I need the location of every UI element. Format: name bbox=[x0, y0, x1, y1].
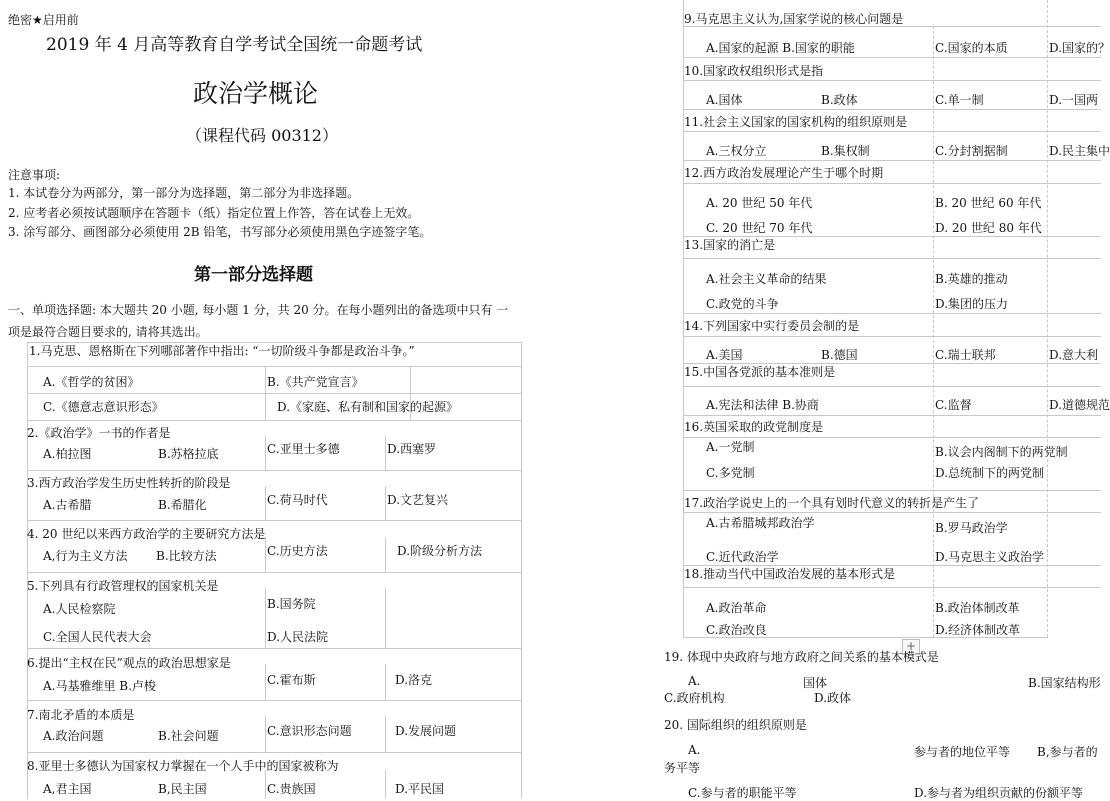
q18-option-c[interactable]: C.政治改良 bbox=[706, 623, 767, 637]
q6-option-a-b[interactable]: A.马基雅维里 B.卢梭 bbox=[43, 679, 156, 693]
notes-title: 注意事项: bbox=[8, 168, 61, 182]
q15-option-c[interactable]: C.监督 bbox=[935, 398, 972, 412]
q4-option-a[interactable]: A,行为主义方法 bbox=[43, 549, 128, 563]
section-title: 第一部分选择题 bbox=[194, 265, 313, 285]
q11-option-c[interactable]: C.分封割据制 bbox=[935, 144, 1008, 158]
question-15-stem: 15.中国各党派的基本准则是 bbox=[684, 365, 836, 379]
q19-option-d[interactable]: D.政体 bbox=[814, 691, 852, 705]
q12-option-b[interactable]: B. 20 世纪 60 年代 bbox=[935, 196, 1042, 210]
q19-option-a[interactable]: A. bbox=[688, 674, 701, 688]
q12-option-a[interactable]: A. 20 世纪 50 年代 bbox=[706, 196, 813, 210]
q3-option-c[interactable]: C.荷马时代 bbox=[267, 493, 328, 507]
course-code: （课程代码 00312） bbox=[186, 126, 338, 145]
q11-option-b[interactable]: B.集权制 bbox=[821, 144, 870, 158]
q9-option-c[interactable]: C.国家的本质 bbox=[935, 41, 1008, 55]
q18-option-d[interactable]: D.经济体制改革 bbox=[935, 623, 1021, 637]
q4-option-c[interactable]: C.历史方法 bbox=[267, 544, 328, 558]
q7-option-c[interactable]: C.意识形态问题 bbox=[267, 724, 352, 738]
q3-option-b[interactable]: B.希腊化 bbox=[158, 498, 207, 512]
question-17-stem: 17.政治学说史上的一个具有划时代意义的转折是产生了 bbox=[684, 496, 980, 510]
section-instruction-cont: 项是最符合题目要求的, 请将其选出。 bbox=[8, 325, 208, 339]
question-7-stem: 7.南北矛盾的本质是 bbox=[27, 708, 135, 722]
q14-option-c[interactable]: C.瑞士联邦 bbox=[935, 348, 996, 362]
q17-option-c[interactable]: C.近代政治学 bbox=[706, 550, 779, 564]
q10-option-a[interactable]: A.国体 bbox=[706, 93, 743, 107]
table-add-icon[interactable]: + bbox=[902, 639, 920, 655]
q8-option-c[interactable]: C.贵族国 bbox=[267, 782, 316, 796]
question-2-stem: 2.《政治学》一书的作者是 bbox=[27, 426, 171, 440]
question-16-stem: 16.英国采取的政党制度是 bbox=[684, 420, 824, 434]
q11-option-a[interactable]: A.三权分立 bbox=[706, 144, 767, 158]
q16-option-a[interactable]: A.一党制 bbox=[706, 440, 755, 454]
q7-option-b[interactable]: B.社会问题 bbox=[158, 729, 219, 743]
question-19-stem: 19. 体现中央政府与地方政府之间关系的基本模式是 bbox=[664, 650, 939, 664]
q2-option-a[interactable]: A.柏拉图 bbox=[43, 447, 92, 461]
q14-option-a[interactable]: A.美国 bbox=[706, 348, 743, 362]
q12-option-d[interactable]: D. 20 世纪 80 年代 bbox=[935, 221, 1042, 235]
q1-option-b[interactable]: B.《共产党宣言》 bbox=[267, 375, 364, 389]
q16-option-d[interactable]: D.总统制下的两党制 bbox=[935, 466, 1045, 480]
q20-option-d[interactable]: D.参与者为组织贡献的份额平等 bbox=[914, 786, 1084, 800]
question-10-stem: 10.国家政权组织形式是指 bbox=[684, 64, 824, 78]
subject-title: 政治学概论 bbox=[193, 79, 319, 108]
q20-option-c[interactable]: C.参与者的职能平等 bbox=[688, 786, 797, 800]
q8-option-b[interactable]: B,民主国 bbox=[158, 782, 207, 796]
q6-option-d[interactable]: D.洛克 bbox=[395, 673, 433, 687]
q3-option-d[interactable]: D.文艺复兴 bbox=[387, 493, 449, 507]
section-instruction: 一、单项选择题: 本大题共 20 小题, 每小题 1 分，共 20 分。在每小题列出的备选项中只有 一 bbox=[8, 303, 509, 317]
q5-option-d[interactable]: D.人民法院 bbox=[267, 630, 329, 644]
note-item: 2. 应考者必须按试题顺序在答题卡（纸）指定位置上作答，答在试卷上无效。 bbox=[8, 206, 420, 220]
q3-option-a[interactable]: A.古希腊 bbox=[43, 498, 92, 512]
q1-option-c[interactable]: C.《德意志意识形态》 bbox=[43, 400, 164, 414]
question-14-stem: 14.下列国家中实行委员会制的是 bbox=[684, 319, 860, 333]
question-4-stem: 4. 20 世纪以来西方政治学的主要研究方法是 bbox=[27, 527, 266, 541]
q10-option-c[interactable]: C.单一制 bbox=[935, 93, 984, 107]
q18-option-a[interactable]: A.政治革命 bbox=[706, 601, 767, 615]
q19-option-b[interactable]: B.国家结构形 bbox=[1028, 676, 1101, 690]
q4-option-d[interactable]: D.阶级分析方法 bbox=[397, 544, 483, 558]
q13-option-a[interactable]: A.社会主义革命的结果 bbox=[706, 272, 827, 286]
q6-option-c[interactable]: C.霍布斯 bbox=[267, 673, 316, 687]
q15-option-d[interactable]: D.道德规范 bbox=[1049, 398, 1110, 412]
q12-option-c[interactable]: C. 20 世纪 70 年代 bbox=[706, 221, 813, 235]
q11-option-d[interactable]: D.民主集中 bbox=[1049, 144, 1110, 158]
q1-option-d[interactable]: D.《家庭、私有制和国家的起源》 bbox=[277, 400, 459, 414]
q16-option-b[interactable]: B.议会内阁制下的两党制 bbox=[935, 445, 1068, 459]
question-20-stem: 20. 国际组织的组织原则是 bbox=[664, 718, 807, 732]
q17-option-b[interactable]: B.罗马政治学 bbox=[935, 521, 1008, 535]
q14-option-d[interactable]: D.意大利 bbox=[1049, 348, 1099, 362]
q5-option-a[interactable]: A.人民检察院 bbox=[43, 602, 116, 616]
q17-option-a[interactable]: A.古希腊城邦政治学 bbox=[706, 516, 815, 530]
q8-option-a[interactable]: A,君主国 bbox=[43, 782, 92, 796]
q4-option-b[interactable]: B.比较方法 bbox=[156, 549, 217, 563]
exam-title: 2019 年 4 月高等教育自学考试全国统一命题考试 bbox=[46, 35, 423, 55]
question-18-stem: 18.推动当代中国政治发展的基本形式是 bbox=[684, 567, 896, 581]
q14-option-b[interactable]: B.德国 bbox=[821, 348, 858, 362]
note-item: 3. 涂写部分、画图部分必须使用 2B 铅笔，书写部分必须使用黑色字迹签字笔。 bbox=[8, 225, 432, 239]
q2-option-d[interactable]: D.西塞罗 bbox=[387, 442, 437, 456]
q19-option-c[interactable]: C.政府机构 bbox=[664, 691, 725, 705]
q7-option-d[interactable]: D.发展问题 bbox=[395, 724, 457, 738]
confidential-label: 绝密★启用前 bbox=[8, 13, 79, 27]
q2-option-c[interactable]: C.亚里士多德 bbox=[267, 442, 340, 456]
q16-option-c[interactable]: C.多党制 bbox=[706, 466, 755, 480]
question-8-stem: 8.亚里士多德认为国家权力掌握在一个人手中的国家被称为 bbox=[27, 759, 339, 773]
q19-option-a-text: 国体 bbox=[803, 676, 828, 690]
q5-option-c[interactable]: C.全国人民代表大会 bbox=[43, 630, 152, 644]
question-6-stem: 6.提出“主权在民”观点的政治思想家是 bbox=[27, 656, 231, 670]
note-item: 1. 本试卷分为两部分，第一部分为选择题，第二部分为非选择题。 bbox=[8, 186, 360, 200]
question-11-stem: 11.社会主义国家的国家机构的组织原则是 bbox=[684, 115, 908, 129]
q20-option-a[interactable]: A. bbox=[688, 743, 701, 757]
q13-option-d[interactable]: D.集团的压力 bbox=[935, 297, 1009, 311]
question-13-stem: 13.国家的消亡是 bbox=[684, 238, 776, 252]
question-3-stem: 3.西方政治学发生历史性转折的阶段是 bbox=[27, 476, 231, 490]
question-12-stem: 12.西方政治发展理论产生于哪个时期 bbox=[684, 166, 884, 180]
question-9-stem: 9.马克思主义认为,国家学说的核心问题是 bbox=[684, 12, 904, 26]
q13-option-c[interactable]: C.政党的斗争 bbox=[706, 297, 779, 311]
q20-option-b-cont: 务平等 bbox=[664, 761, 701, 775]
q17-option-d[interactable]: D.马克思主义政治学 bbox=[935, 550, 1045, 564]
q10-option-d[interactable]: D.一国两 bbox=[1049, 93, 1099, 107]
q9-option-a-b[interactable]: A.国家的起源 B.国家的职能 bbox=[706, 41, 855, 55]
q15-option-a-b[interactable]: A.宪法和法律 B.协商 bbox=[706, 398, 819, 412]
q7-option-a[interactable]: A.政治问题 bbox=[43, 729, 104, 743]
q13-option-b[interactable]: B.英雄的推动 bbox=[935, 272, 1008, 286]
question-1-stem: 1.马克思、恩格斯在下列哪部著作中指出: “一切阶级斗争都是政治斗争。” bbox=[29, 344, 415, 358]
q1-option-a[interactable]: A.《哲学的贫困》 bbox=[43, 375, 140, 389]
q20-option-a-text: 参与者的地位平等 bbox=[914, 745, 1011, 759]
q10-option-b[interactable]: B.政体 bbox=[821, 93, 858, 107]
q5-option-b[interactable]: B.国务院 bbox=[267, 597, 316, 611]
question-5-stem: 5.下列具有行政管理权的国家机关是 bbox=[27, 579, 219, 593]
q8-option-d[interactable]: D.平民国 bbox=[395, 782, 445, 796]
q9-option-d[interactable]: D.国家的？ bbox=[1049, 41, 1110, 55]
q18-option-b[interactable]: B.政治体制改革 bbox=[935, 601, 1020, 615]
q20-option-b[interactable]: B,参与者的 bbox=[1037, 745, 1098, 759]
q2-option-b[interactable]: B.苏格拉底 bbox=[158, 447, 219, 461]
